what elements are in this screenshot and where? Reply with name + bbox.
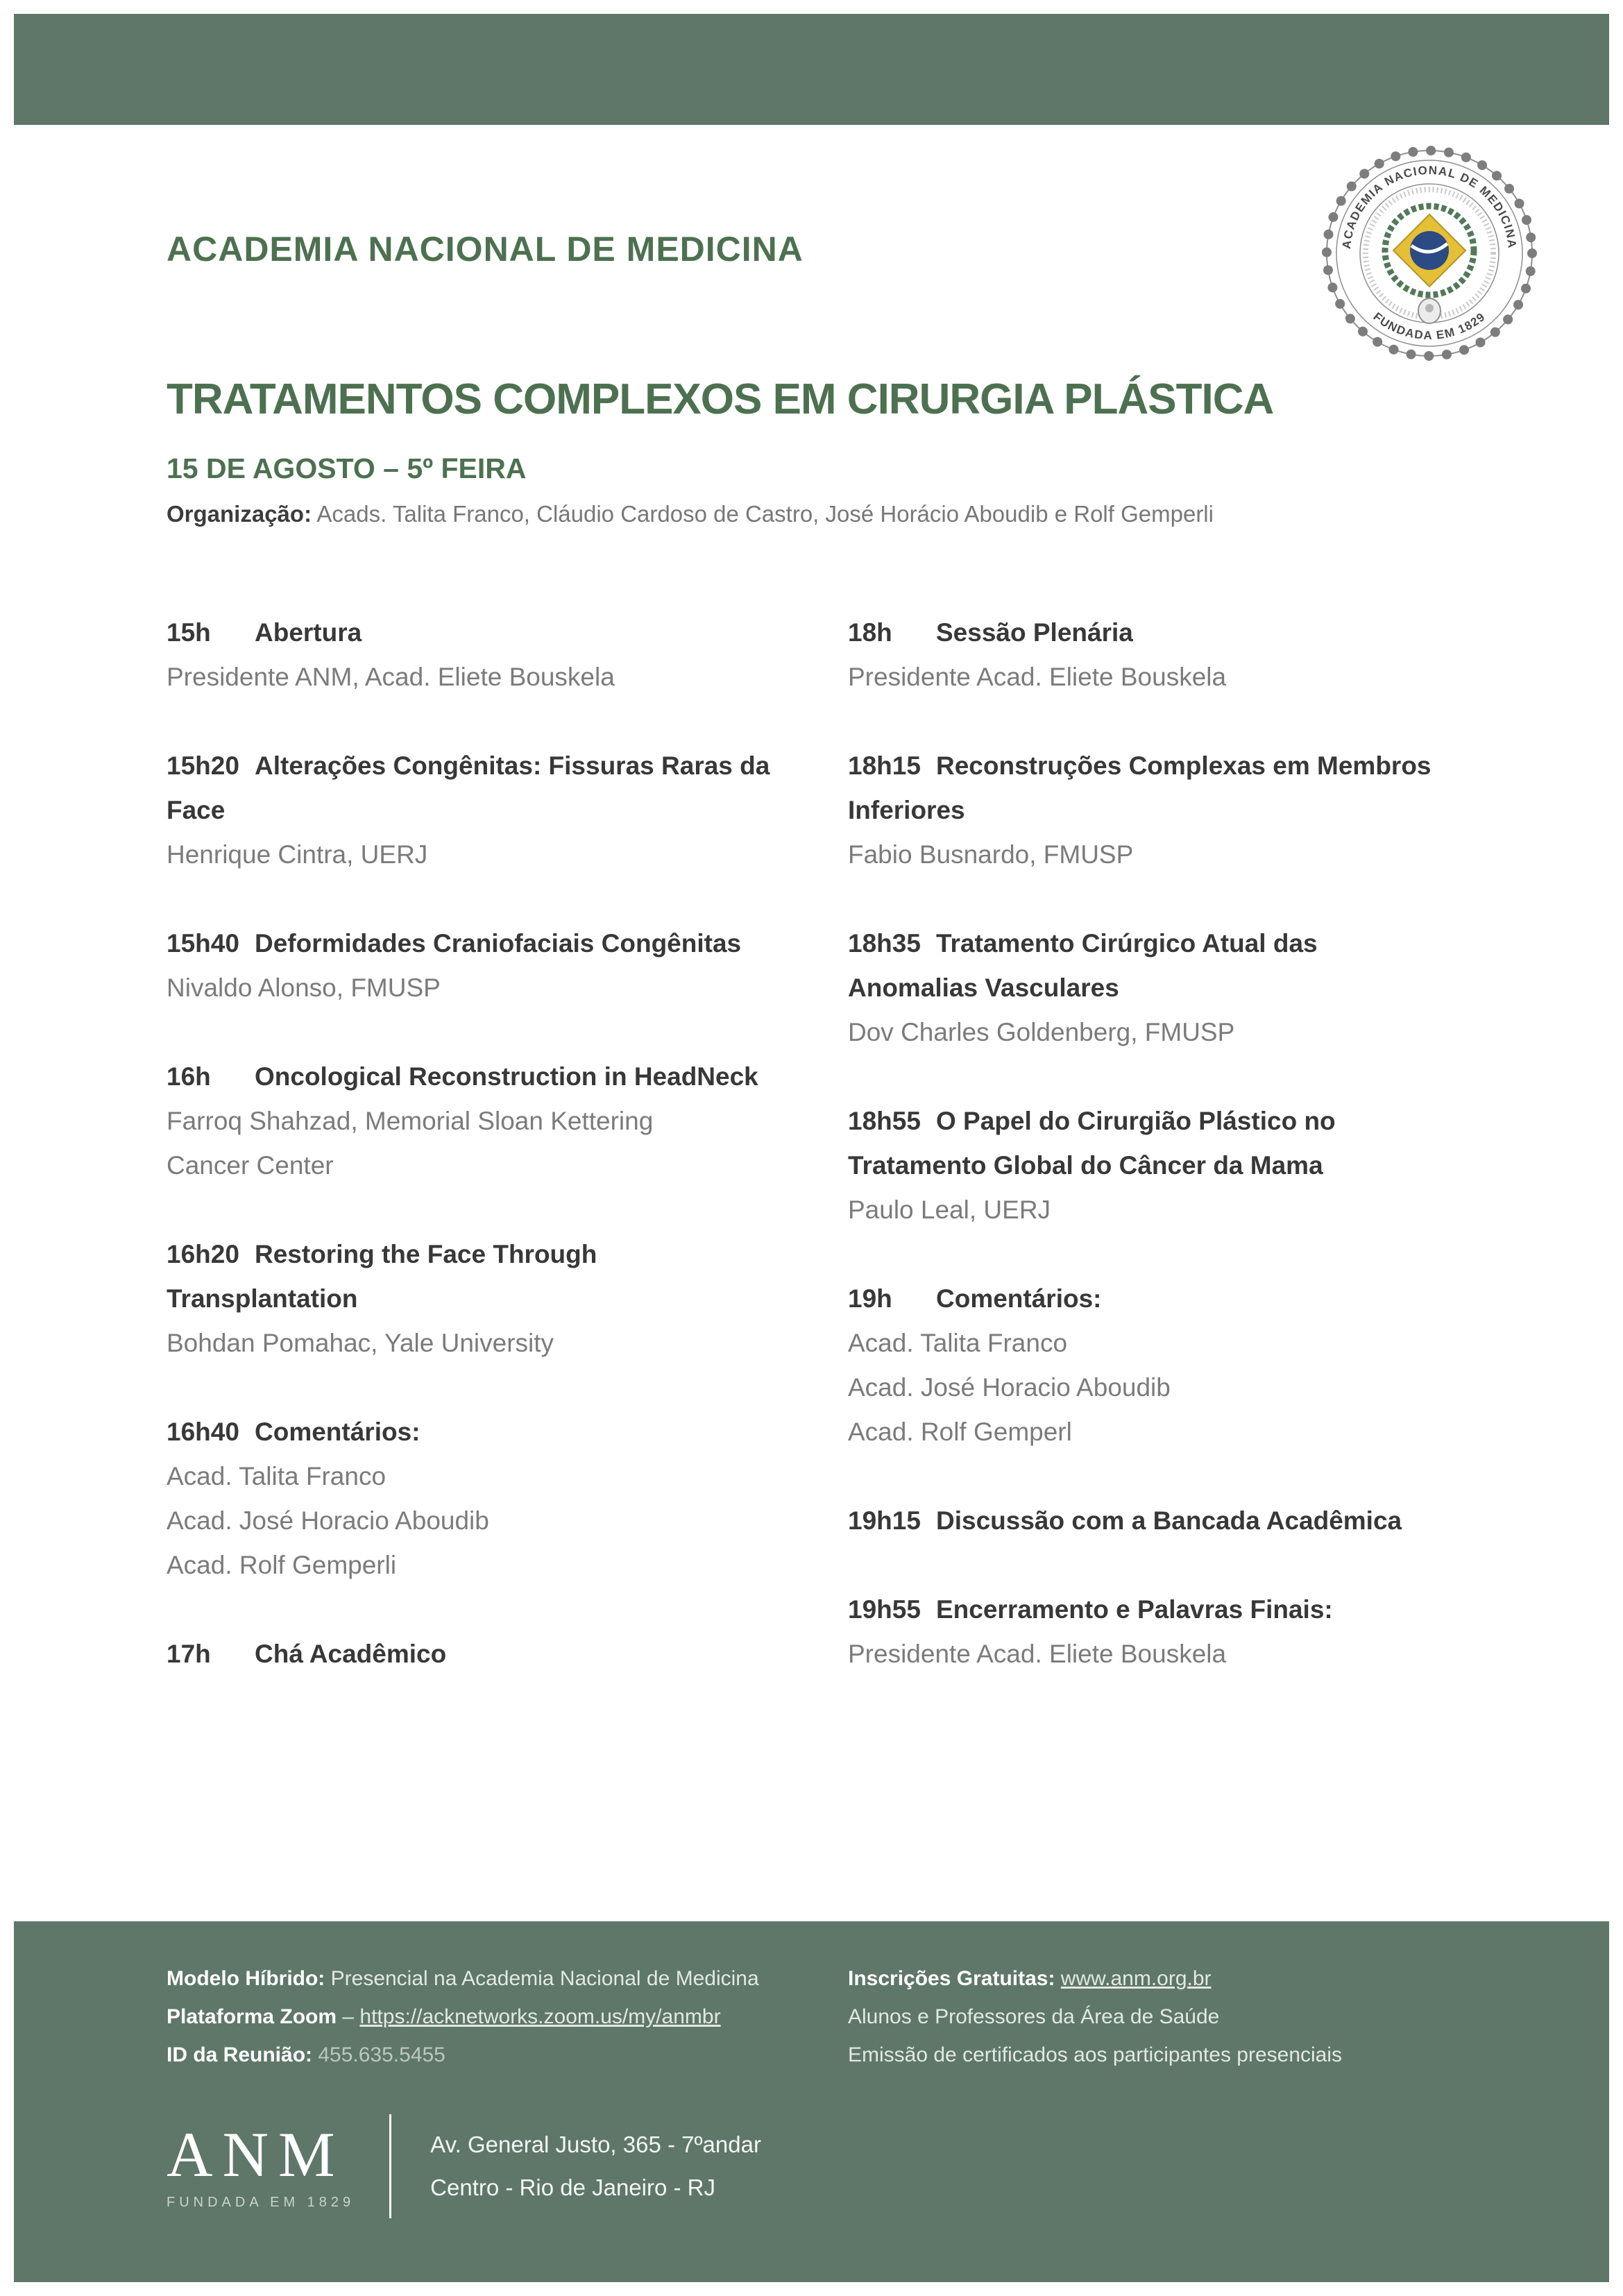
item-title: Sessão Plenária (936, 618, 1133, 647)
registration-line (848, 1959, 1556, 1998)
address-line-2: Centro - Rio de Janeiro - RJ (430, 2175, 715, 2200)
zoom-link[interactable]: https://acknetworks.zoom.us/my/anmbr (359, 2005, 721, 2028)
item-time: 15h20 (167, 751, 239, 780)
item-time: 19h55 (848, 1595, 921, 1624)
item-time: 15h (167, 618, 211, 647)
meeting-id-label: ID da Reunião: (167, 2043, 313, 2066)
item-title: Tratamento Cirúrgico Atual das (936, 929, 1318, 958)
seal-ring-text-top: ACADEMIA NACIONAL DE MEDICINA (1340, 163, 1519, 250)
bottom-green-band (14, 1921, 1609, 2282)
speaker-line: Acad. José Horacio Aboudib (167, 1506, 489, 1535)
hybrid-mode-line (167, 1959, 848, 1998)
speaker-line: Acad. Rolf Gemperl (848, 1418, 1072, 1446)
item-time: 18h (848, 618, 892, 647)
registration-label: Inscrições Gratuitas: (848, 1967, 1055, 1990)
schedule-item (167, 611, 833, 699)
speaker-line: Paulo Leal, UERJ (848, 1196, 1051, 1224)
schedule-item (848, 1588, 1542, 1676)
meeting-id-value: 455.635.5455 (312, 2043, 445, 2066)
item-time: 16h20 (167, 1240, 239, 1268)
schedule-item (167, 744, 833, 877)
speaker-line: Henrique Cintra, UERJ (167, 840, 428, 869)
zoom-platform-line (167, 1998, 848, 2036)
item-title: Encerramento e Palavras Finais: (936, 1595, 1333, 1624)
item-title: Abertura (255, 618, 362, 647)
speaker-line: Fabio Busnardo, FMUSP (848, 840, 1134, 869)
item-title-continued: Anomalias Vasculares (848, 973, 1119, 1002)
schedule-item (167, 1055, 833, 1188)
schedule (167, 611, 1542, 1721)
footer-left-column (167, 1959, 848, 2074)
speaker-line: Farroq Shahzad, Memorial Sloan Kettering (167, 1107, 654, 1135)
anm-seal-icon (1318, 142, 1540, 364)
anm-founded-text: FUNDADA EM 1829 (167, 2194, 355, 2210)
item-title: Alterações Congênitas: Fissuras Raras da (255, 751, 770, 780)
item-title: Comentários: (936, 1284, 1102, 1313)
item-title: Oncological Reconstruction in HeadNeck (255, 1062, 758, 1091)
footer-info (14, 1921, 1609, 2074)
item-title-continued: Transplantation (167, 1284, 358, 1313)
speaker-line: Acad. Talita Franco (167, 1462, 386, 1490)
item-time: 17h (167, 1640, 211, 1668)
zoom-separator: – (337, 2005, 360, 2028)
item-time: 19h (848, 1284, 892, 1313)
schedule-item (167, 1232, 833, 1366)
item-time: 18h55 (848, 1107, 921, 1135)
speaker-line: Presidente Acad. Eliete Bouskela (848, 663, 1227, 691)
footer-right-column (848, 1959, 1556, 2074)
organizers-label: Organização: (167, 501, 312, 527)
certificates-line: Emissão de certificados aos participantes presenciais (848, 2043, 1343, 2066)
schedule-column-left (167, 611, 833, 1721)
item-title: Reconstruções Complexas em Membros (936, 751, 1431, 780)
footer-divider (389, 2114, 391, 2218)
speaker-line: Presidente Acad. Eliete Bouskela (848, 1640, 1227, 1668)
item-time: 18h15 (848, 751, 921, 780)
item-title-continued: Inferiores (848, 796, 965, 824)
hybrid-mode-text: Presencial na Academia Nacional de Medicina (325, 1967, 759, 1990)
item-title-continued: Tratamento Global do Câncer da Mama (848, 1151, 1323, 1180)
item-title: Chá Acadêmico (255, 1640, 447, 1668)
anm-logotype (167, 2118, 355, 2211)
item-title: Deformidades Craniofaciais Congênitas (255, 929, 742, 958)
item-title: Discussão com a Bancada Acadêmica (936, 1506, 1402, 1535)
item-time: 19h15 (848, 1506, 921, 1535)
audience-line: Alunos e Professores da Área de Saúde (848, 2005, 1220, 2028)
speaker-line: Acad. Talita Franco (848, 1329, 1068, 1357)
meeting-id-line (167, 2036, 848, 2074)
anm-acronym: ANM (167, 2118, 345, 2190)
anm-website-link[interactable]: www.anm.org.br (1060, 1967, 1212, 1990)
item-time: 16h40 (167, 1418, 239, 1446)
address-line-1: Av. General Justo, 365 - 7ºandar (430, 2132, 761, 2157)
item-time: 16h (167, 1062, 211, 1091)
schedule-item (848, 921, 1542, 1055)
speaker-line: Nivaldo Alonso, FMUSP (167, 973, 441, 1002)
speaker-line: Acad. Rolf Gemperli (167, 1551, 397, 1579)
schedule-item (167, 1410, 833, 1588)
speaker-line: Cancer Center (167, 1151, 334, 1180)
schedule-item (848, 1277, 1542, 1454)
item-title: O Papel do Cirurgião Plástico no (936, 1107, 1336, 1135)
speaker-line: Bohdan Pomahac, Yale University (167, 1329, 554, 1357)
zoom-platform-label: Plataforma Zoom (167, 2005, 337, 2028)
item-time: 18h35 (848, 929, 921, 958)
schedule-item (848, 1499, 1542, 1543)
schedule-column-right (848, 611, 1542, 1721)
item-time: 15h40 (167, 929, 239, 958)
hybrid-mode-label: Modelo Híbrido: (167, 1967, 325, 1990)
item-title: Comentários: (255, 1418, 420, 1446)
seal-ring-text-bottom: FUNDADA EM 1829 (1370, 309, 1488, 343)
address-block (430, 2123, 761, 2209)
speaker-line: Dov Charles Goldenberg, FMUSP (848, 1018, 1235, 1046)
footer-logo-row (14, 2114, 1609, 2218)
event-title: TRATAMENTOS COMPLEXOS EM CIRURGIA PLÁSTICA (167, 375, 1274, 423)
event-date: 15 DE AGOSTO – 5º FEIRA (167, 452, 527, 484)
schedule-item (167, 1632, 833, 1676)
schedule-item (848, 1099, 1542, 1232)
schedule-item (167, 921, 833, 1010)
top-green-band (14, 14, 1609, 125)
schedule-item (848, 744, 1542, 877)
organizers-line (167, 501, 1214, 527)
speaker-line: Presidente ANM, Acad. Eliete Bouskela (167, 663, 615, 691)
schedule-item (848, 611, 1542, 699)
seal-portrait-head (1425, 304, 1434, 312)
item-title: Restoring the Face Through (255, 1240, 597, 1268)
organization-name-heading: ACADEMIA NACIONAL DE MEDICINA (167, 230, 804, 269)
organizers-names: Acads. Talita Franco, Cláudio Cardoso de Castro, José Horácio Aboudib e Rolf Gemperli (316, 501, 1214, 527)
item-title-continued: Face (167, 796, 226, 824)
speaker-line: Acad. José Horacio Aboudib (848, 1373, 1171, 1402)
